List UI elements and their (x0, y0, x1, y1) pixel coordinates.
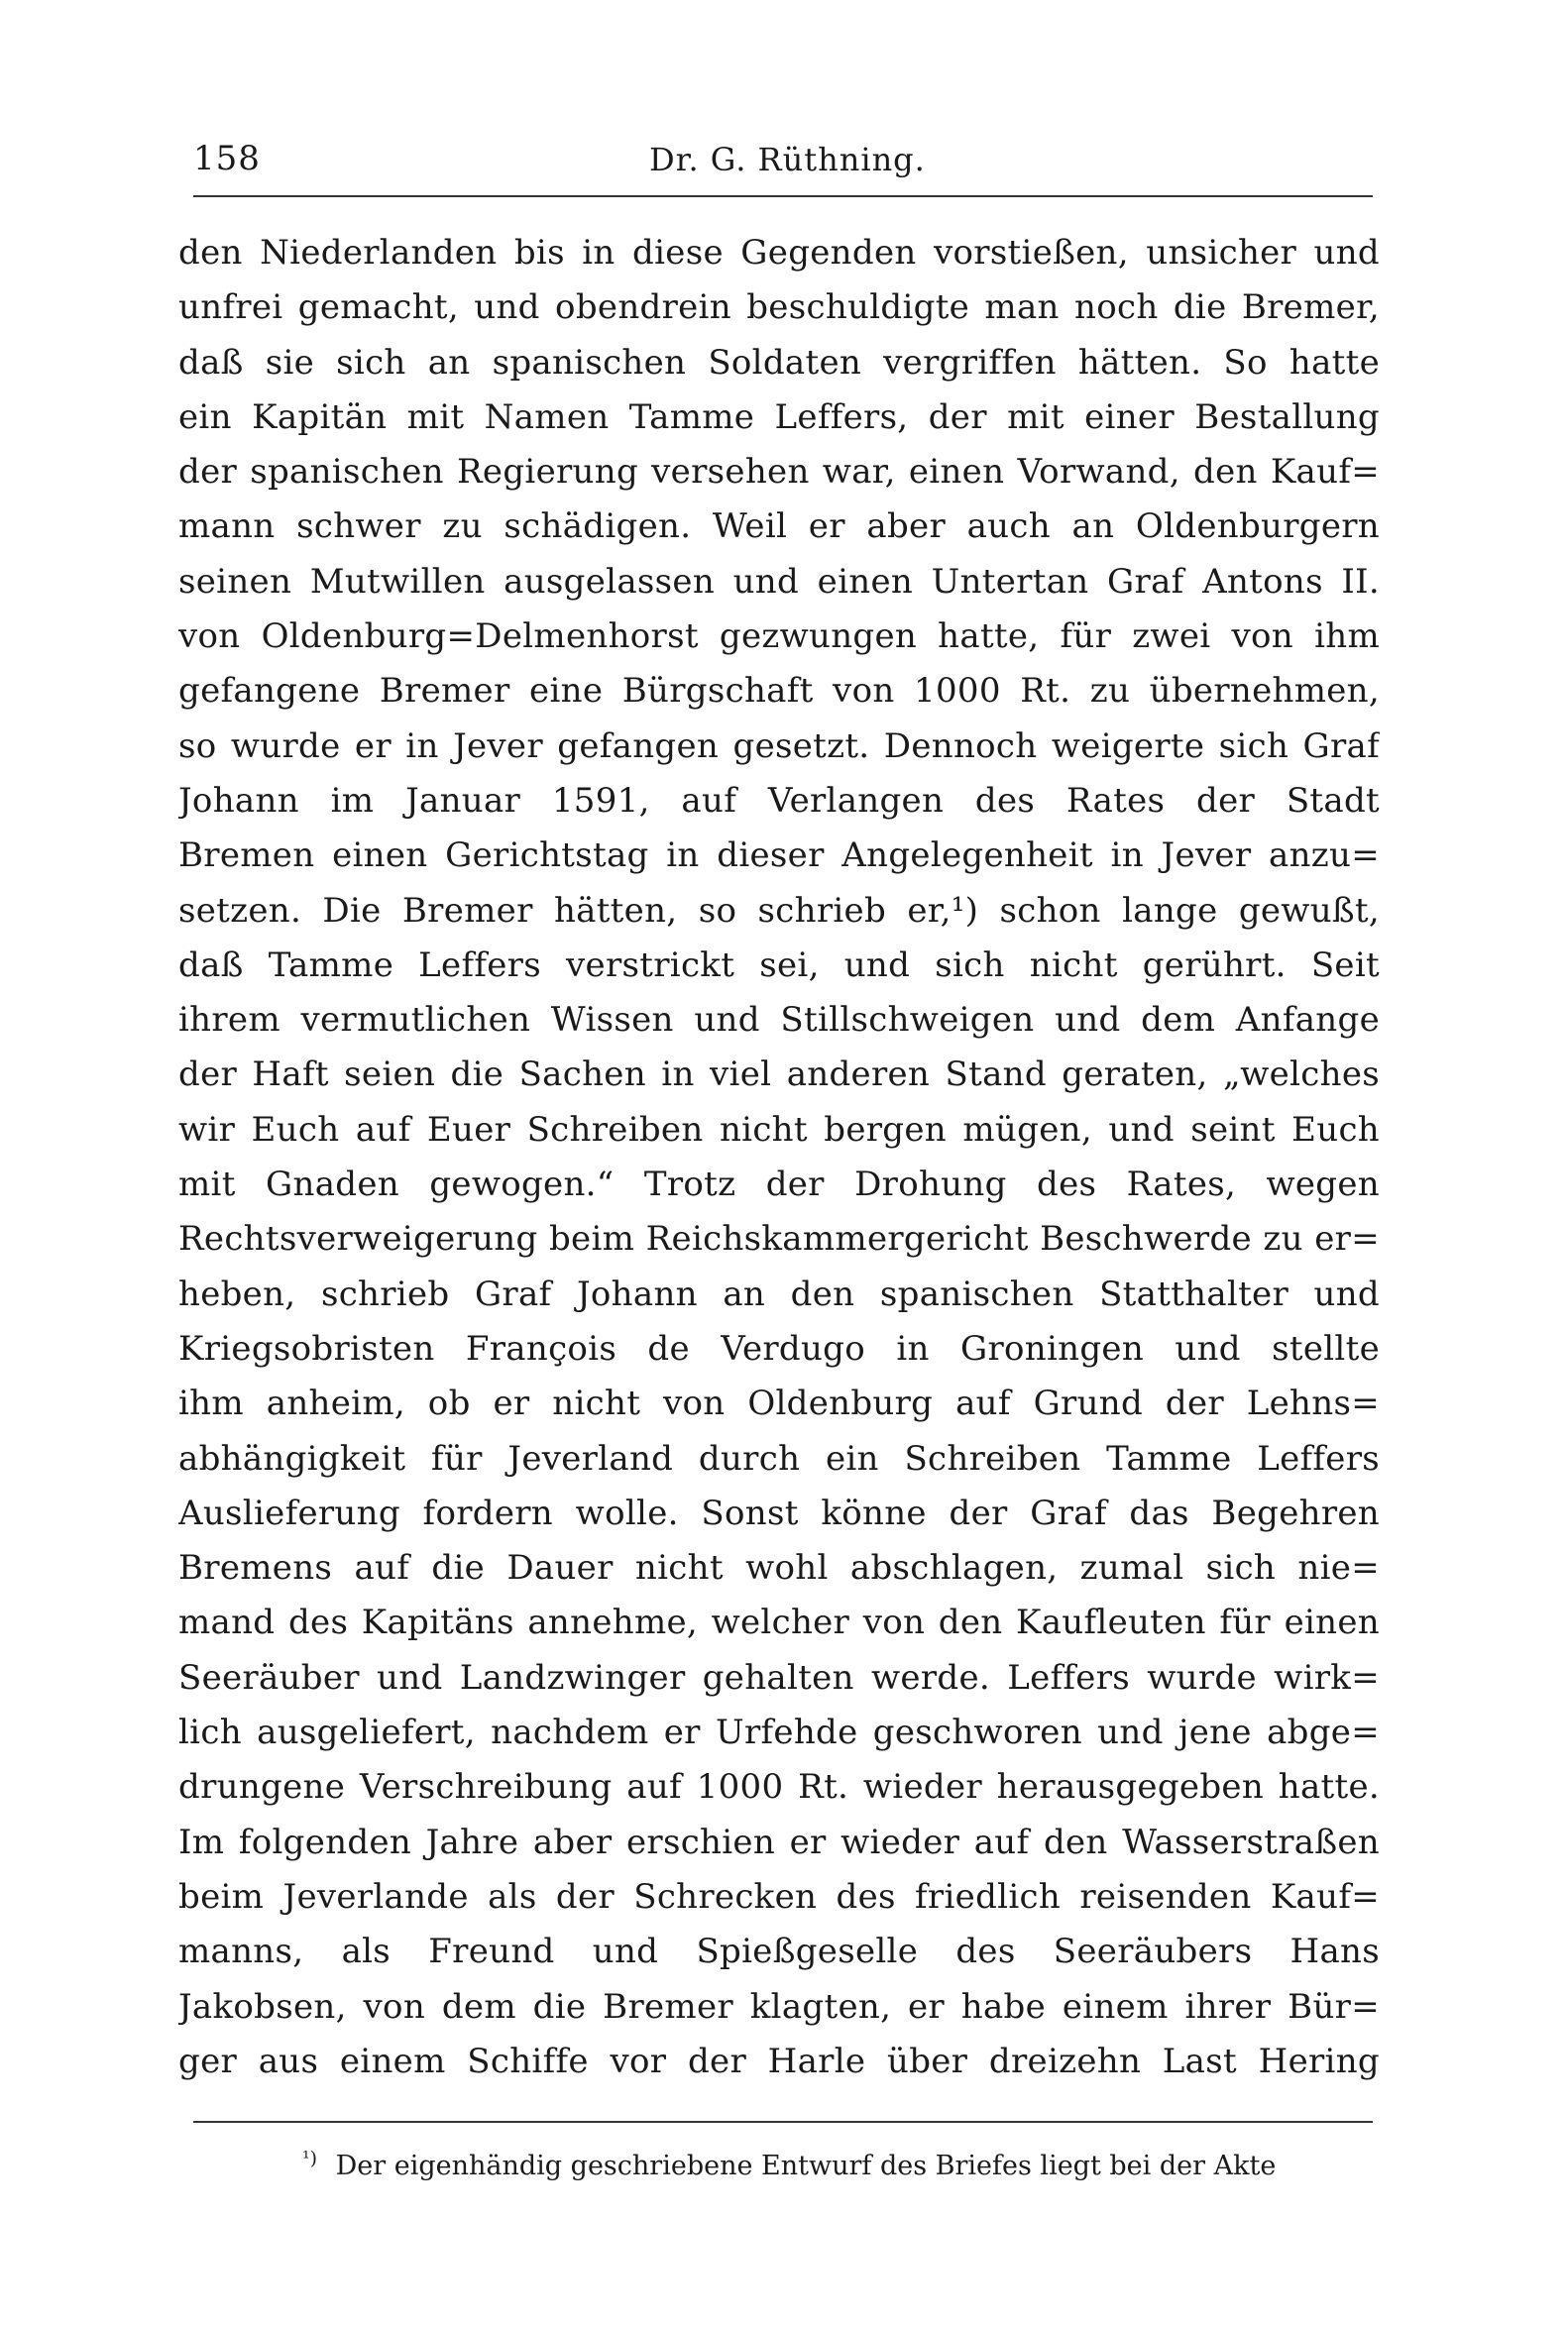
footnote (302, 2139, 1378, 2186)
page-header (193, 139, 1373, 188)
header-rule (193, 195, 1373, 197)
text-line: der spanischen Regierung versehen war, einen Vorwand, den Kauf= (178, 452, 1380, 493)
text-line: mit Gnaden gewogen.“ Trotz der Drohung des Rates, wegen (178, 1164, 1380, 1205)
running-head: Dr. G. Rüthning. (649, 141, 926, 178)
page-number: 158 (193, 139, 261, 178)
text-line: mand des Kapitäns annehme, welcher von den Kaufleuten für einen (178, 1603, 1380, 1643)
text-line: gefangene Bremer eine Bürgschaft von 1000 Rt. zu übernehmen, (178, 671, 1380, 712)
text-line: Kriegsobristen François de Verdugo in Groningen und stellte (178, 1328, 1380, 1369)
text-line: daß Tamme Leffers verstrickt sei, und sich nicht gerührt. Seit (178, 944, 1380, 985)
text-line: beim Jeverlande als der Schrecken des friedlich reisenden Kauf= (178, 1876, 1380, 1917)
text-line: ihm anheim, ob er nicht von Oldenburg auf Grund der Lehns= (178, 1384, 1380, 1424)
text-line: seinen Mutwillen ausgelassen und einen Untertan Graf Antons II. (178, 561, 1380, 602)
text-line: ein Kapitän mit Namen Tamme Leffers, der mit einer Bestallung (178, 396, 1380, 437)
footnote-marker: ¹) (302, 2148, 318, 2169)
text-line: so wurde er in Jever gefangen gesetzt. Dennoch weigerte sich Graf (178, 725, 1380, 766)
text-line: ihrem vermutlichen Wissen und Stillschweigen und dem Anfange (178, 1000, 1380, 1041)
footnote-rule (193, 2121, 1373, 2123)
text-line: ger aus einem Schiffe vor der Harle über dreizehn Last Hering (178, 2041, 1380, 2081)
text-line: unfrei gemacht, und obendrein beschuldigte man noch die Bremer, (178, 287, 1380, 328)
text-line: manns, als Freund und Spießgeselle des Seeräubers Hans (178, 1932, 1380, 1972)
text-line: heben, schrieb Graf Johann an den spanischen Statthalter und (178, 1274, 1380, 1314)
text-line: Jakobsen, von dem die Bremer klagten, er habe einem ihrer Bür= (178, 1986, 1380, 2027)
text-line: Im folgenden Jahre aber erschien er wieder auf den Wasserstraßen (178, 1822, 1380, 1862)
body-text (178, 226, 1380, 2089)
text-line: Johann im Januar 1591, auf Verlangen des Rates der Stadt (178, 780, 1380, 821)
text-line: den Niederlanden bis in diese Gegenden vorstießen, unsicher und (178, 233, 1380, 273)
text-line: Seeräuber und Landzwinger gehalten werde. Leffers wurde wirk= (178, 1657, 1380, 1698)
text-line: lich ausgeliefert, nachdem er Urfehde geschworen und jene abge= (178, 1713, 1380, 1753)
text-line: der Haft seien die Sachen in viel anderen Stand geraten, „welches (178, 1054, 1380, 1095)
text-line: daß sie sich an spanischen Soldaten vergriffen hätten. So hatte (178, 342, 1380, 383)
text-line: drungene Verschreibung auf 1000 Rt. wieder herausgegeben hatte. (178, 1767, 1380, 1808)
text-line: setzen. Die Bremer hätten, so schrieb er,¹) schon lange gewußt, (178, 890, 1380, 931)
text-line: wir Euch auf Euer Schreiben nicht bergen mügen, und seint Euch (178, 1109, 1380, 1150)
text-line: abhängigkeit für Jeverland durch ein Schreiben Tamme Leffers (178, 1438, 1380, 1479)
text-line: mann schwer zu schädigen. Weil er aber auch an Oldenburgern (178, 506, 1380, 547)
text-line: Bremens auf die Dauer nicht wohl abschlagen, zumal sich nie= (178, 1548, 1380, 1589)
footnote-text: Der eigenhändig geschriebene Entwurf des Briefes liegt bei der Akte (335, 2151, 1277, 2181)
text-line: Rechtsverweigerung beim Reichskammergericht Beschwerde zu er= (178, 1219, 1380, 1260)
text-line: von Oldenburg=Delmenhorst gezwungen hatte, für zwei von ihm (178, 616, 1380, 657)
text-line: Bremen einen Gerichtstag in dieser Angelegenheit in Jever anzu= (178, 835, 1380, 876)
text-line: Auslieferung fordern wolle. Sonst könne der Graf das Begehren (178, 1493, 1380, 1533)
